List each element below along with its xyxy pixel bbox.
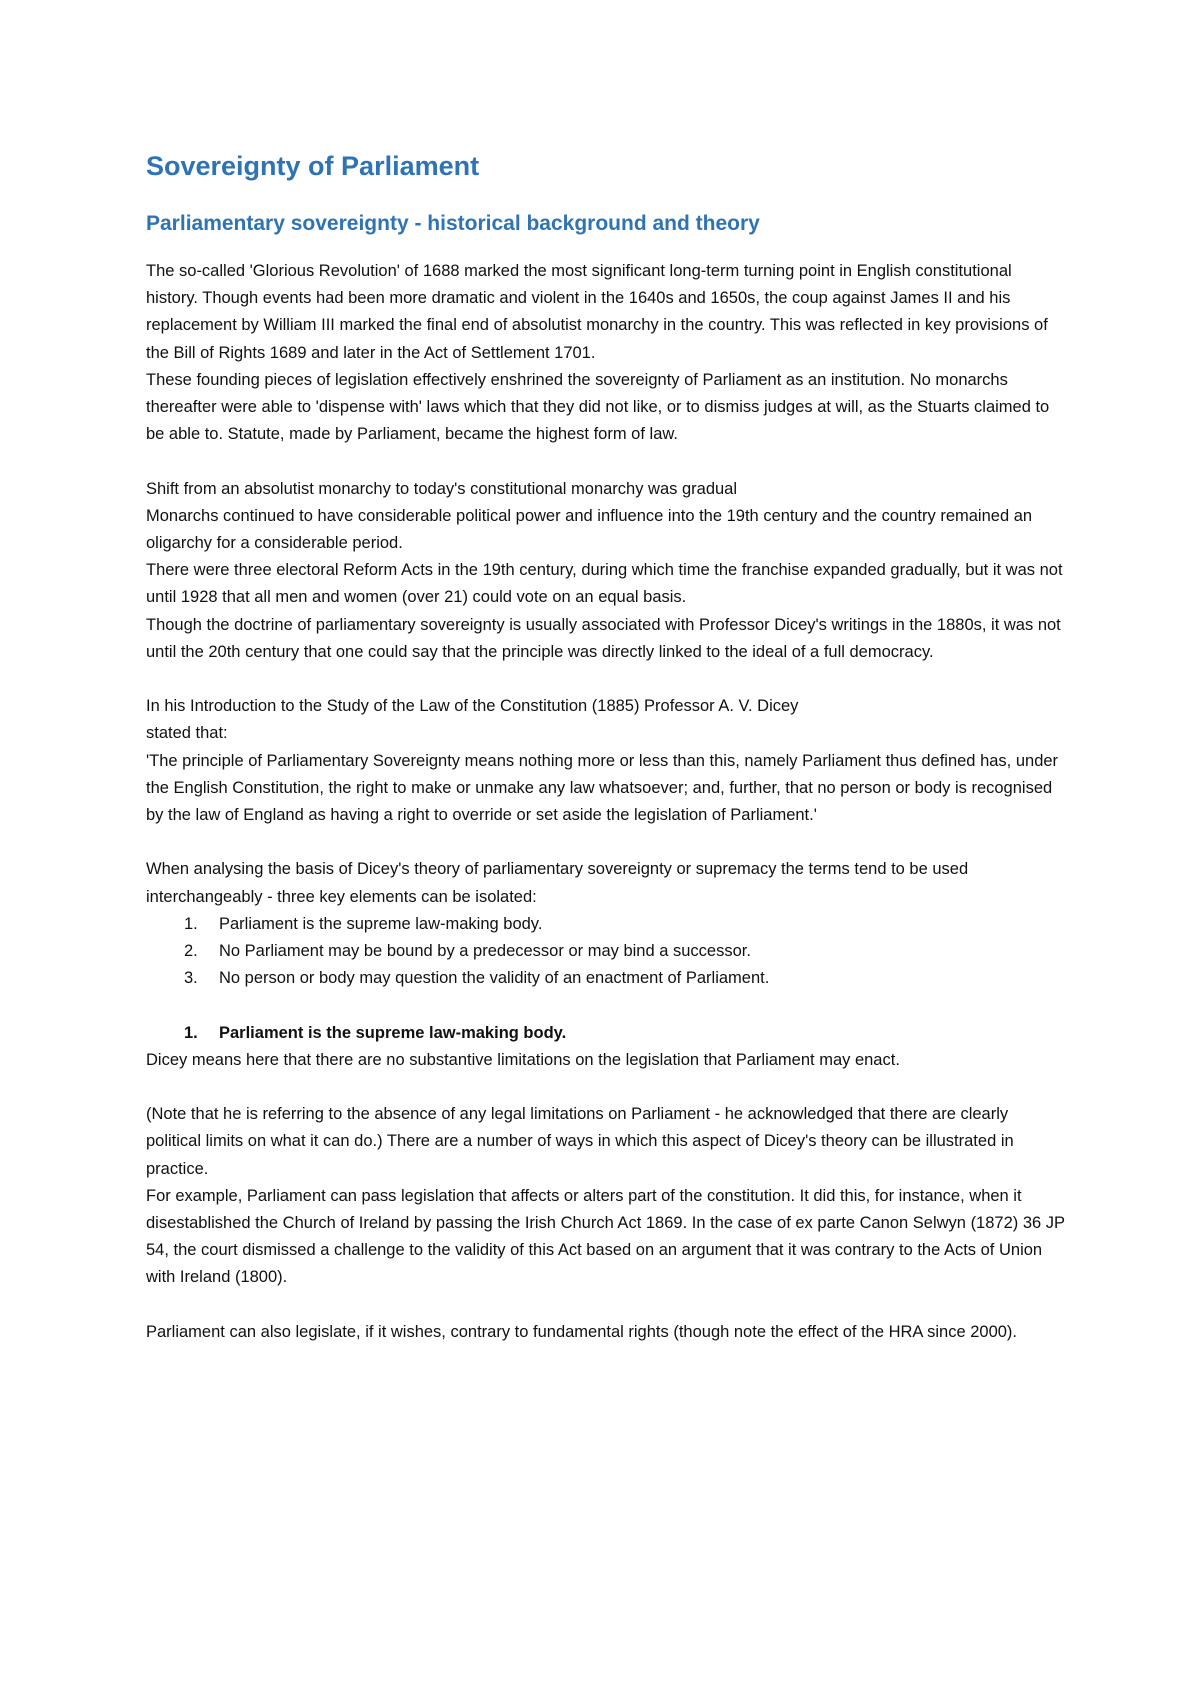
paragraph-irish-church-act: For example, Parliament can pass legislation that affects or alters part of the constitution. It did this, for instance, when it disestablished the Church of Ireland by passing the Irish Church Act 1869. In the case of ex parte Canon Selwyn (1872) 36 JP 54, the court dismissed a challenge to the validity of this Act based on an argument that it was contrary to the Acts of Union with Ireland (1800). xyxy=(146,1186,1065,1287)
paragraph-fundamental-rights: Parliament can also legislate, if it wishes, contrary to fundamental rights (though note the effect of the HRA since 2000). xyxy=(146,1322,1018,1341)
list-item xyxy=(146,911,1066,938)
section-1-heading xyxy=(146,1020,1066,1047)
list-number: 3. xyxy=(184,969,198,988)
paragraph-note-legal-limits: (Note that he is referring to the absence of any legal limitations on Parliament - he acknowledged that there are clearly political limits on what it can do.) There are a number of ways in which this aspect of Dicey's theory can be illustrated in practice. xyxy=(146,1105,1014,1178)
section-heading: Parliamentary sovereignty - historical background and theory xyxy=(146,212,760,235)
spacer xyxy=(146,992,1066,1019)
document-body xyxy=(146,258,1066,1346)
list-number: 1. xyxy=(184,914,198,933)
paragraph-shift-monarchy: Shift from an absolutist monarchy to today's constitutional monarchy was gradual xyxy=(146,479,738,498)
document-page xyxy=(146,146,1066,1346)
spacer xyxy=(146,1292,1066,1319)
list-item-text: Parliament is the supreme law-making body. xyxy=(219,914,543,933)
paragraph-no-limitations: Dicey means here that there are no substantive limitations on the legislation that Parliament may enact. xyxy=(146,1050,900,1069)
list-item xyxy=(146,938,1066,965)
section-number: 1. xyxy=(184,1023,198,1042)
spacer xyxy=(146,829,1066,856)
list-item-text: No Parliament may be bound by a predecessor or may bind a successor. xyxy=(219,942,751,961)
spacer xyxy=(146,1074,1066,1101)
list-number: 2. xyxy=(184,942,198,961)
paragraph-dicey-introduction: In his Introduction to the Study of the Law of the Constitution (1885) Professor A. V. Dicey xyxy=(146,697,799,716)
paragraph-glorious-revolution: The so-called 'Glorious Revolution' of 1688 marked the most significant long-term turning point in English constitutional history. Though events had been more dramatic and violent in the 1640s and 1650s, the coup against James II and his replacement by William III marked the final end of absolutist monarchy in the country. This was reflected in key provisions of the Bill of Rights 1689 and later in the Act of Settlement 1701. xyxy=(146,262,1048,362)
elements-list xyxy=(146,911,1066,993)
paragraph-dicey-doctrine: Though the doctrine of parliamentary sovereignty is usually associated with Professor Dicey's writings in the 1880s, it was not until the 20th century that one could say that the principle was directly linked to the ideal of a full democracy. xyxy=(146,615,1061,661)
paragraph-stated-that: stated that: xyxy=(146,724,228,743)
list-item-text: No person or body may question the validity of an enactment of Parliament. xyxy=(219,969,770,988)
paragraph-dicey-quote: 'The principle of Parliamentary Sovereignty means nothing more or less than this, namely Parliament thus defined has, under the English Constitution, the right to make or unmake any law whatsoever; and, further, that no person or body is recognised by the law of England as having a right to override or set aside the legislation of Parliament.' xyxy=(146,751,1059,825)
paragraph-founding-legislation: These founding pieces of legislation effectively enshrined the sovereignty of Parliament as an institution. No monarchs thereafter were able to 'dispense with' laws which that they did not like, or to dismiss judges at will, as the Stuarts claimed to be able to. Statute, made by Parliament, became the highest form of law. xyxy=(146,370,1050,444)
spacer xyxy=(146,666,1066,693)
paragraph-three-elements: When analysing the basis of Dicey's theory of parliamentary sovereignty or supremacy the terms tend to be used interchangeably - three key elements can be isolated: xyxy=(146,860,969,906)
section-heading-text: Parliament is the supreme law-making body. xyxy=(219,1023,567,1042)
list-item xyxy=(146,965,1066,992)
document-title: Sovereignty of Parliament xyxy=(146,151,480,181)
paragraph-reform-acts: There were three electoral Reform Acts in the 19th century, during which time the franchise expanded gradually, but it was not until 1928 that all men and women (over 21) could vote on an equal basis. xyxy=(146,561,1063,607)
paragraph-monarchs-power: Monarchs continued to have considerable political power and influence into the 19th century and the country remained an oligarchy for a considerable period. xyxy=(146,506,1033,553)
spacer xyxy=(146,448,1066,475)
